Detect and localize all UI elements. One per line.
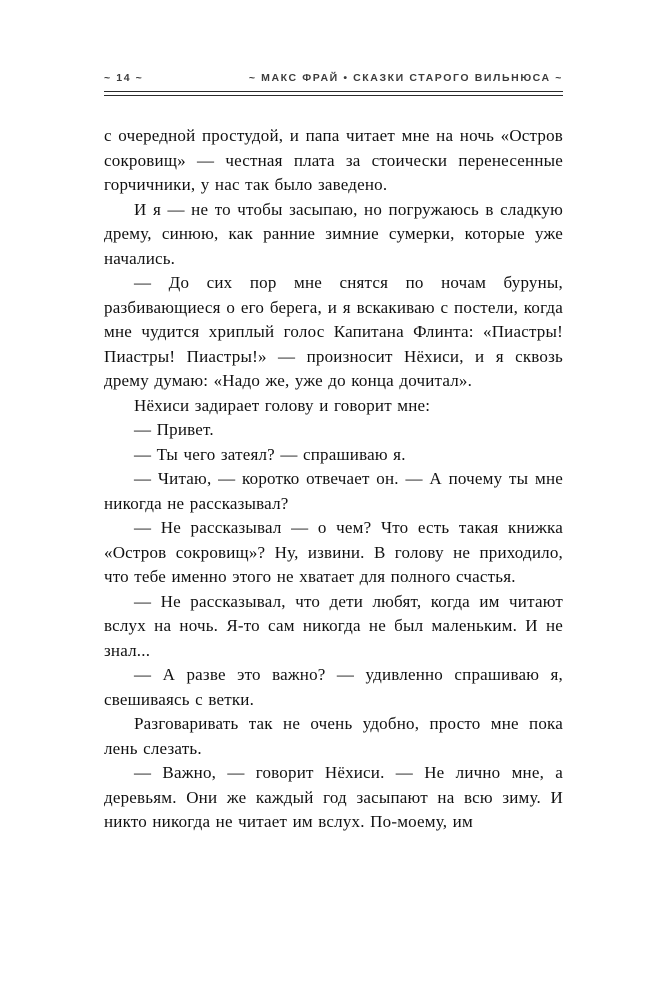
paragraph: — До сих пор мне снятся по ночам буруны, разбивающиеся о его берега, и я вскакиваю с постели, когда мне чудится хриплый голос Капитана Флинта: «Пиастры! Пиастры! Пиастры!» — произносит Нёхиси, и я сквозь дрему думаю: «Надо же, уже до конца дочитал». xyxy=(104,273,563,390)
paragraph: — Не рассказывал, что дети любят, когда им читают вслух на ночь. Я-то сам никогда не был маленьким. И не знал... xyxy=(104,591,563,660)
page-body xyxy=(104,124,563,835)
paragraph: — Читаю, — коротко отвечает он. — А почему ты мне никогда не рассказывал? xyxy=(104,469,563,513)
paragraph: — Важно, — говорит Нёхиси. — Не лично мне, а деревьям. Они же каждый год засыпают на всю зиму. И никто никогда не читает им вслух. По-моему, им xyxy=(104,763,563,831)
paragraph: с очередной простудой, и папа читает мне на ночь «Остров сокровищ» — честная плата за стоически перенесенные горчичники, у нас так было заведено. xyxy=(104,126,563,194)
paragraph: — А разве это важно? — удивленно спрашиваю я, свешиваясь с ветки. xyxy=(104,665,563,709)
paragraph: — Не рассказывал — о чем? Что есть такая книжка «Остров сокровищ»? Ну, извини. В голову не приходило, что тебе именно этого не хватает для полного счастья. xyxy=(104,518,563,586)
paragraph: — Привет. xyxy=(134,420,214,439)
page-number: ~ 14 ~ xyxy=(104,72,144,84)
running-head xyxy=(104,72,563,84)
paragraph: И я — не то чтобы засыпаю, но погружаюсь в сладкую дрему, синюю, как ранние зимние сумерки, которые уже начались. xyxy=(104,199,563,268)
paragraph: Нёхиси задирает голову и говорит мне: xyxy=(134,395,431,415)
paragraph: — Ты чего затеял? — спрашиваю я. xyxy=(134,444,406,464)
header-double-rule xyxy=(104,91,563,96)
paragraph: Разговаривать так не очень удобно, просто мне пока лень слезать. xyxy=(104,714,563,758)
running-title: ~ МАКС ФРАЙ • СКАЗКИ СТАРОГО ВИЛЬНЮСА ~ xyxy=(248,72,563,84)
